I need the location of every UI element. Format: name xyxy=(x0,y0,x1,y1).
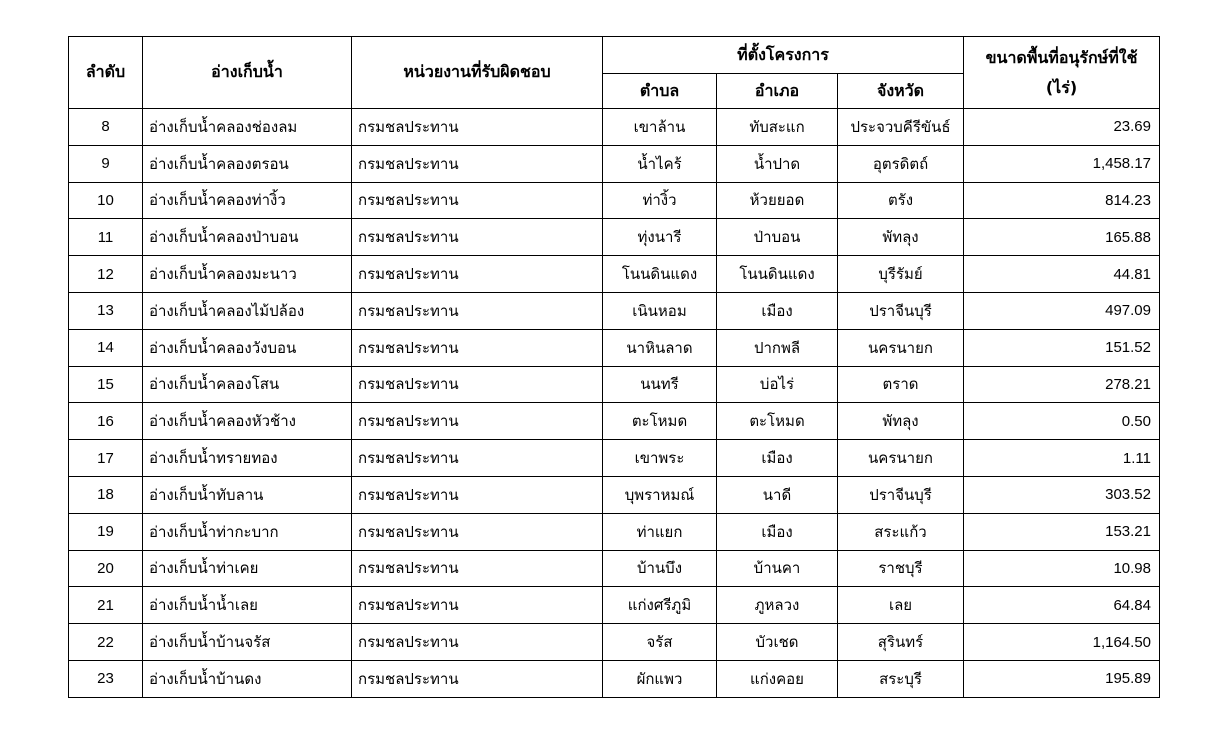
cell-area: 151.52 xyxy=(964,329,1160,366)
cell-district: นาดี xyxy=(717,476,838,513)
cell-area: 0.50 xyxy=(964,403,1160,440)
cell-province: ปราจีนบุรี xyxy=(838,292,964,329)
table-row xyxy=(69,476,1160,513)
header-agency: หน่วยงานที่รับผิดชอบ xyxy=(352,37,603,109)
cell-order: 16 xyxy=(69,403,143,440)
cell-area: 195.89 xyxy=(964,660,1160,697)
cell-district: ภูหลวง xyxy=(717,587,838,624)
cell-area: 165.88 xyxy=(964,219,1160,256)
table-row xyxy=(69,624,1160,661)
cell-province: สุรินทร์ xyxy=(838,624,964,661)
cell-district: ห้วยยอด xyxy=(717,182,838,219)
cell-reservoir: อ่างเก็บน้ำคลองวังบอน xyxy=(143,329,352,366)
cell-agency: กรมชลประทาน xyxy=(352,182,603,219)
cell-order: 23 xyxy=(69,660,143,697)
cell-province: ประจวบคีรีขันธ์ xyxy=(838,109,964,146)
cell-agency: กรมชลประทาน xyxy=(352,624,603,661)
cell-district: น้ำปาด xyxy=(717,145,838,182)
cell-reservoir: อ่างเก็บน้ำคลองท่างิ้ว xyxy=(143,182,352,219)
cell-province: ตราด xyxy=(838,366,964,403)
cell-province: ราชบุรี xyxy=(838,550,964,587)
reservoir-table-container xyxy=(68,36,1160,698)
table-row xyxy=(69,550,1160,587)
cell-order: 18 xyxy=(69,476,143,513)
cell-area: 278.21 xyxy=(964,366,1160,403)
table-row xyxy=(69,513,1160,550)
header-order: ลำดับ xyxy=(69,37,143,109)
cell-subdistrict: ผักแพว xyxy=(603,660,717,697)
cell-subdistrict: บุพราหมณ์ xyxy=(603,476,717,513)
cell-order: 20 xyxy=(69,550,143,587)
cell-province: สระแก้ว xyxy=(838,513,964,550)
cell-agency: กรมชลประทาน xyxy=(352,440,603,477)
cell-reservoir: อ่างเก็บน้ำคลองหัวช้าง xyxy=(143,403,352,440)
cell-district: ทับสะแก xyxy=(717,109,838,146)
cell-subdistrict: ตะโหมด xyxy=(603,403,717,440)
cell-reservoir: อ่างเก็บน้ำบ้านดง xyxy=(143,660,352,697)
cell-province: ปราจีนบุรี xyxy=(838,476,964,513)
cell-order: 12 xyxy=(69,256,143,293)
cell-area: 1.11 xyxy=(964,440,1160,477)
cell-reservoir: อ่างเก็บน้ำท่ากะบาก xyxy=(143,513,352,550)
cell-subdistrict: บ้านบึง xyxy=(603,550,717,587)
cell-order: 10 xyxy=(69,182,143,219)
cell-agency: กรมชลประทาน xyxy=(352,550,603,587)
table-row xyxy=(69,292,1160,329)
cell-agency: กรมชลประทาน xyxy=(352,476,603,513)
cell-agency: กรมชลประทาน xyxy=(352,292,603,329)
cell-area: 1,164.50 xyxy=(964,624,1160,661)
cell-agency: กรมชลประทาน xyxy=(352,587,603,624)
cell-district: ป่าบอน xyxy=(717,219,838,256)
cell-order: 11 xyxy=(69,219,143,256)
cell-subdistrict: นาหินลาด xyxy=(603,329,717,366)
cell-agency: กรมชลประทาน xyxy=(352,219,603,256)
cell-area: 153.21 xyxy=(964,513,1160,550)
cell-district: เมือง xyxy=(717,513,838,550)
cell-area: 44.81 xyxy=(964,256,1160,293)
cell-reservoir: อ่างเก็บน้ำคลองตรอน xyxy=(143,145,352,182)
table-row xyxy=(69,587,1160,624)
cell-subdistrict: ท่างิ้ว xyxy=(603,182,717,219)
cell-order: 13 xyxy=(69,292,143,329)
cell-subdistrict: โนนดินแดง xyxy=(603,256,717,293)
cell-subdistrict: นนทรี xyxy=(603,366,717,403)
cell-area: 814.23 xyxy=(964,182,1160,219)
cell-agency: กรมชลประทาน xyxy=(352,109,603,146)
cell-reservoir: อ่างเก็บน้ำบ้านจรัส xyxy=(143,624,352,661)
cell-agency: กรมชลประทาน xyxy=(352,145,603,182)
cell-reservoir: อ่างเก็บน้ำคลองช่องลม xyxy=(143,109,352,146)
cell-order: 8 xyxy=(69,109,143,146)
cell-province: สระบุรี xyxy=(838,660,964,697)
cell-province: อุตรดิตถ์ xyxy=(838,145,964,182)
cell-province: เลย xyxy=(838,587,964,624)
cell-subdistrict: เขาล้าน xyxy=(603,109,717,146)
cell-district: เมือง xyxy=(717,440,838,477)
cell-order: 22 xyxy=(69,624,143,661)
cell-reservoir: อ่างเก็บน้ำคลองมะนาว xyxy=(143,256,352,293)
table-row xyxy=(69,329,1160,366)
cell-province: บุรีรัมย์ xyxy=(838,256,964,293)
cell-agency: กรมชลประทาน xyxy=(352,513,603,550)
table-row xyxy=(69,440,1160,477)
cell-agency: กรมชลประทาน xyxy=(352,329,603,366)
cell-reservoir: อ่างเก็บน้ำคลองไม้ปล้อง xyxy=(143,292,352,329)
header-subdistrict: ตำบล xyxy=(603,74,717,109)
cell-district: บ่อไร่ xyxy=(717,366,838,403)
cell-reservoir: อ่างเก็บน้ำคลองโสน xyxy=(143,366,352,403)
cell-area: 64.84 xyxy=(964,587,1160,624)
header-district: อำเภอ xyxy=(717,74,838,109)
cell-subdistrict: เขาพระ xyxy=(603,440,717,477)
cell-district: โนนดินแดง xyxy=(717,256,838,293)
cell-agency: กรมชลประทาน xyxy=(352,256,603,293)
cell-order: 14 xyxy=(69,329,143,366)
cell-order: 9 xyxy=(69,145,143,182)
cell-agency: กรมชลประทาน xyxy=(352,660,603,697)
cell-subdistrict: เนินหอม xyxy=(603,292,717,329)
cell-reservoir: อ่างเก็บน้ำท่าเคย xyxy=(143,550,352,587)
table-row xyxy=(69,366,1160,403)
table-row xyxy=(69,256,1160,293)
cell-agency: กรมชลประทาน xyxy=(352,403,603,440)
cell-reservoir: อ่างเก็บน้ำทรายทอง xyxy=(143,440,352,477)
cell-subdistrict: ท่าแยก xyxy=(603,513,717,550)
cell-subdistrict: แก่งศรีภูมิ xyxy=(603,587,717,624)
cell-area: 10.98 xyxy=(964,550,1160,587)
table-row xyxy=(69,182,1160,219)
cell-reservoir: อ่างเก็บน้ำทับลาน xyxy=(143,476,352,513)
header-reservoir: อ่างเก็บน้ำ xyxy=(143,37,352,109)
header-area xyxy=(964,37,1160,109)
cell-district: แก่งคอย xyxy=(717,660,838,697)
table-header xyxy=(69,37,1160,109)
cell-district: ตะโหมด xyxy=(717,403,838,440)
cell-order: 17 xyxy=(69,440,143,477)
cell-province: นครนายก xyxy=(838,440,964,477)
cell-province: พัทลุง xyxy=(838,219,964,256)
cell-reservoir: อ่างเก็บน้ำน้ำเลย xyxy=(143,587,352,624)
table-row xyxy=(69,145,1160,182)
cell-province: พัทลุง xyxy=(838,403,964,440)
table-row xyxy=(69,403,1160,440)
cell-area: 497.09 xyxy=(964,292,1160,329)
table-row xyxy=(69,660,1160,697)
cell-district: เมือง xyxy=(717,292,838,329)
cell-district: ปากพลี xyxy=(717,329,838,366)
header-area-line2: (ไร่) xyxy=(1045,77,1078,97)
table-body xyxy=(69,109,1160,698)
cell-area: 303.52 xyxy=(964,476,1160,513)
cell-reservoir: อ่างเก็บน้ำคลองป่าบอน xyxy=(143,219,352,256)
cell-province: ตรัง xyxy=(838,182,964,219)
cell-area: 1,458.17 xyxy=(964,145,1160,182)
cell-order: 15 xyxy=(69,366,143,403)
header-area-line1: ขนาดพื้นที่อนุรักษ์ที่ใช้ xyxy=(985,47,1138,67)
header-location: ที่ตั้งโครงการ xyxy=(603,37,964,74)
cell-agency: กรมชลประทาน xyxy=(352,366,603,403)
table-row xyxy=(69,219,1160,256)
cell-subdistrict: น้ำไคร้ xyxy=(603,145,717,182)
cell-province: นครนายก xyxy=(838,329,964,366)
cell-subdistrict: จรัส xyxy=(603,624,717,661)
cell-order: 21 xyxy=(69,587,143,624)
cell-district: บ้านคา xyxy=(717,550,838,587)
header-province: จังหวัด xyxy=(838,74,964,109)
cell-order: 19 xyxy=(69,513,143,550)
reservoir-table xyxy=(68,36,1160,698)
table-row xyxy=(69,109,1160,146)
cell-subdistrict: ทุ่งนารี xyxy=(603,219,717,256)
cell-area: 23.69 xyxy=(964,109,1160,146)
cell-district: บัวเชด xyxy=(717,624,838,661)
